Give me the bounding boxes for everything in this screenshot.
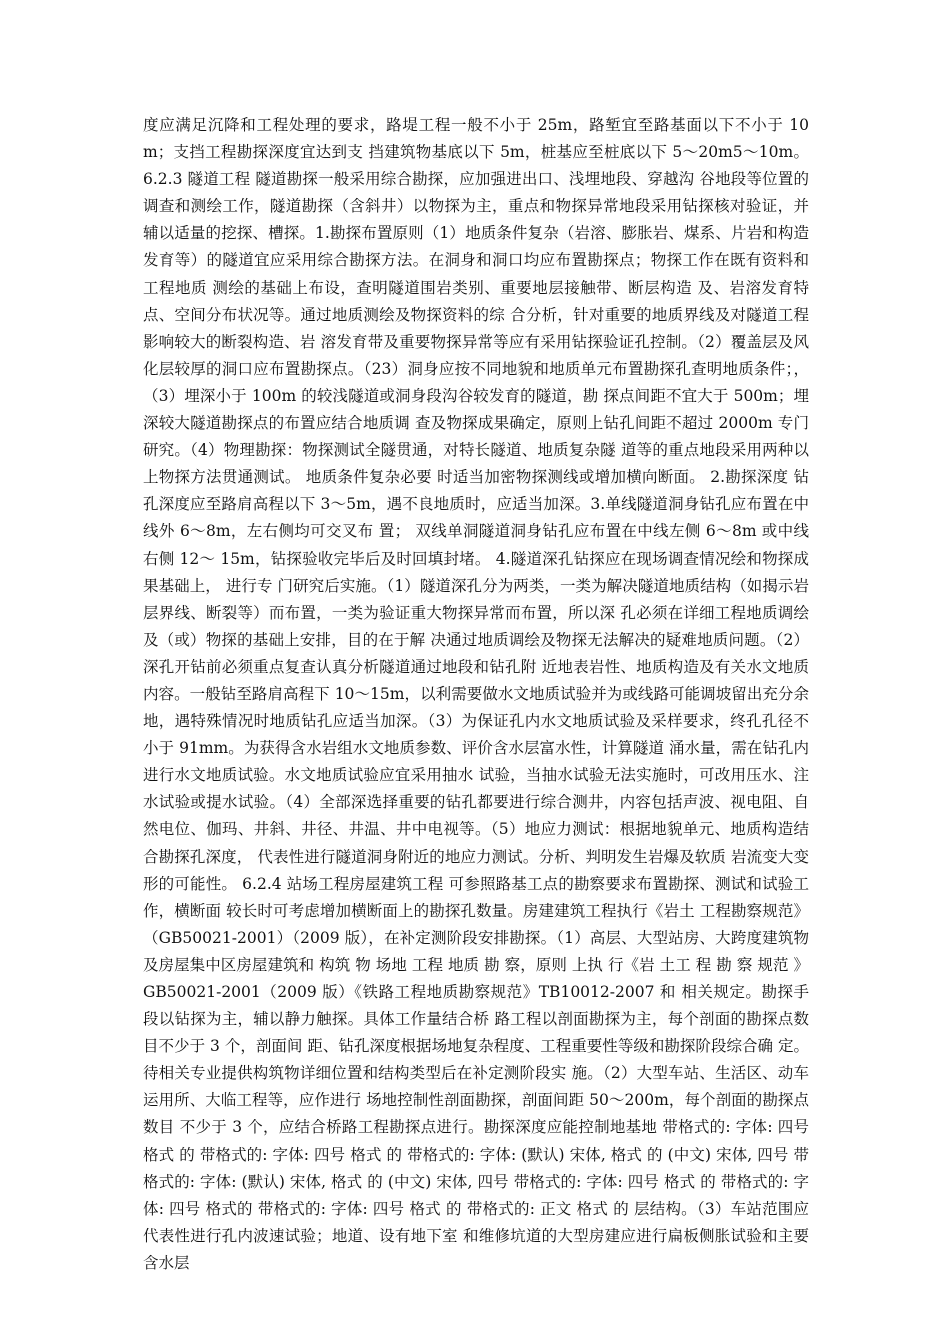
body-paragraph: 度应满足沉降和工程处理的要求，路堤工程一般不小于 25m，路堑宜至路基面以下不小于 10m；支挡工程勘探深度宜达到支 挡建筑物基底以下 5m，桩基应至桩底以下 5～20m5～10m。6.2.3 隧道工程 隧道勘探一般采用综合勘探，应加强进出口、浅埋地段、穿越沟 谷地段等位置的调查和测绘工作，隧道勘探（含斜井）以物探为主，重点和物探异常地段采用钻探核对验证，并辅以适量的挖探、槽探。1.勘探布置原则（1）地质条件复杂（岩溶、膨胀岩、煤系、片岩和构造发育等）的隧道宜应采用综合勘探方法。在洞身和洞口均应布置勘探点；物探工作在既有资料和工程地质 测绘的基础上布设，查明隧道围岩类别、重要地层接触带、断层构造 及、岩溶发育特点、空间分布状况等。通过地质测绘及物探资料的综 合分析，针对重要的地质界线及对隧道工程影响较大的断裂构造、岩 溶发育带及重要物探异常等应有采用钻探验证孔控制。（2）覆盖层及风化层较厚的洞口应布置勘探点。（23）洞身应按不同地貌和地质单元布置勘探孔查明地质条件；，（3）埋深小于 100m 的较浅隧道或洞身段沟谷较发育的隧道，勘 探点间距不宜大于 500m；埋深较大隧道勘探点的布置应结合地质调 查及物探成果确定，原则上钻孔间距不超过 2000m 专门研究。（4）物理勘探：物探测试全隧贯通，对特长隧道、地质复杂隧 道等的重点地段采用两种以上物探方法贯通测试。 地质条件复杂必要 时适当加密物探测线或增加横向断面。 2.勘探深度 钻孔深度应至路肩高程以下 3～5m，遇不良地质时，应适当加深。3.单线隧道洞身钻孔应布置在中线外 6～8m，左右侧均可交叉布 置； 双线单洞隧道洞身钻孔应布置在中线左侧 6～8m 或中线右侧 12～ 15m，钻探验收完毕后及时回填封堵。 4.隧道深孔钻探应在现场调查情况绘和物探成果基础上， 进行专 门研究后实施。（1）隧道深孔分为两类，一类为解决隧道地质结构（如揭示岩 层界线、断裂等）而布置，一类为验证重大物探异常而布置，所以深 孔必须在详细工程地质调绘及（或）物探的基础上安排，目的在于解 决通过地质调绘及物探无法解决的疑难地质问题。（2）深孔开钻前必须重点复查认真分析隧道通过地段和钻孔附 近地表岩性、地质构造及有关水文地质内容。一般钻至路肩高程下 10～15m，以利需要做水文地质试验并为或线路可能调坡留出充分余 地，遇特殊情况时地质钻孔应适当加深。（3）为保证孔内水文地质试验及采样要求，终孔孔径不小于 91mm。为获得含水岩组水文地质参数、评价含水层富水性，计算隧道 涌水量，需在钻孔内进行水文地质试验。水文地质试验应宜采用抽水 试验，当抽水试验无法实施时，可改用压水、注水试验或提水试验。（4）全部深选择重要的钻孔都要进行综合测井，内容包括声波、视电阻、自然电位、伽玛、井斜、井径、井温、井中电视等。（5）地应力测试：根据地貌单元、地质构造结合勘探孔深度， 代表性进行隧道洞身附近的地应力测试。分析、判明发生岩爆及软质 岩流变大变形的可能性。 6.2.4 站场工程房屋建筑工程 可参照路基工点的勘察要求布置勘探、测试和试验工作，横断面 较长时可考虑增加横断面上的勘探孔数量。房建建筑工程执行《岩土 工程勘察规范》（GB50021-2001）（2009 版），在补定测阶段安排勘探。（1）高层、大型站房、大跨度建筑物及房屋集中区房屋建筑和 构筑 物 场地 工程 地质 勘 察，原则 上执 行《岩 土工 程 勘 察 规范 》GB50021-2001（2009 版）《铁路工程地质勘察规范》TB10012-2007 和 相关规定。勘探手段以钻探为主，辅以静力触探。具体工作量结合桥 路工程以剖面勘探为主，每个剖面的勘探点数目不少于 3 个，剖面间 距、钻孔深度根据场地复杂程度、工程重要性等级和勘探阶段综合确 定。待相关专业提供构筑物详细位置和结构类型后在补定测阶段实 施。（2）大型车站、生活区、动车运用所、大临工程等，应作进行 场地控制性剖面勘探，剖面间距 50～200m，每个剖面的勘探点数目 不少于 3 个，应结合桥路工程勘探点进行。勘探深度应能控制地基地 带格式的: 字体: 四号 格式 的 带格式的: 字体: 四号 格式 的 带格式的: 字体: (默认) 宋体, 格式 的 (中文) 宋体, 四号 带格式的: 字体: (默认) 宋体, 格式 的 (中文) 宋体, 四号 带格式的: 字体: 四号 格式 的 带格式的: 字体: 四号 格式的 带格式的: 字体: 四号 格式 的 带格式的: 正文 格式 的 层结构。（3）车站范围应代表性进行孔内波速试验；地道、设有地下室 和维修坑道的大型房建应进行扁板侧胀试验和主要含水层: [143, 116, 809, 1272]
